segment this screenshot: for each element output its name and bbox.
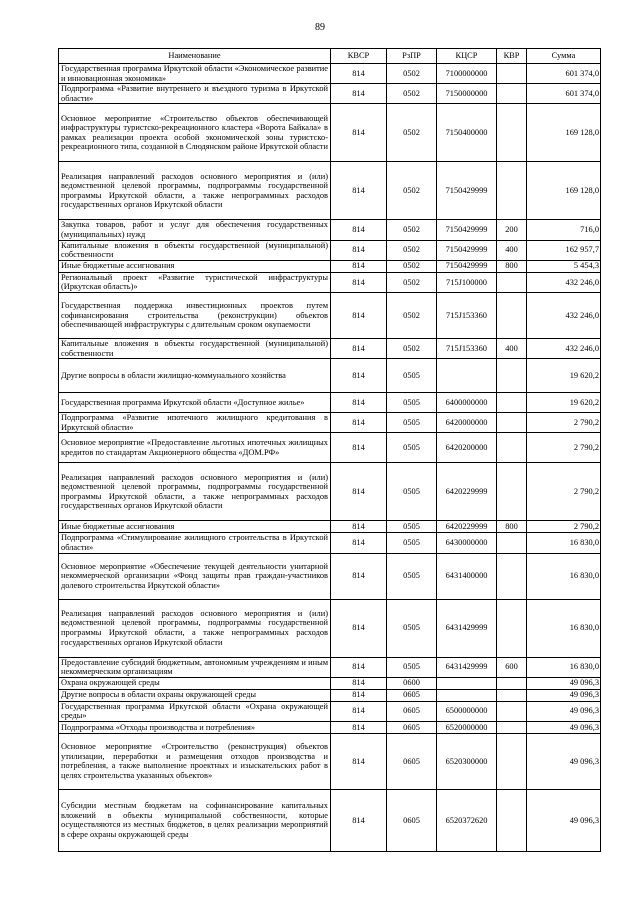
cell-kvsr: 814 <box>331 84 387 104</box>
cell-kvsr: 814 <box>331 104 387 162</box>
cell-kvr <box>497 689 527 701</box>
table-row <box>59 393 601 413</box>
table-row <box>59 657 601 677</box>
table-row <box>59 292 601 338</box>
cell-kvr <box>497 463 527 521</box>
table-row <box>59 789 601 851</box>
cell-rzpr: 0502 <box>387 84 437 104</box>
cell-kvsr: 814 <box>331 338 387 358</box>
cell-kcsr: 6420229999 <box>437 463 497 521</box>
cell-kvsr: 814 <box>331 553 387 599</box>
cell-name: Основное мероприятие «Строительство (реконструкция) объектов утилизации, переработки и размещения отходов производства и потребления, а также выполнение проектных и изыскательских работ в целях строительства указанных объектов» <box>59 733 331 789</box>
cell-name: Подпрограмма «Развитие внутреннего и въездного туризма в Иркутской области» <box>59 84 331 104</box>
table-row <box>59 64 601 84</box>
cell-name: Иные бюджетные ассигнования <box>59 521 331 533</box>
cell-rzpr: 0605 <box>387 733 437 789</box>
header-kvr: КВР <box>497 49 527 64</box>
cell-kvr <box>497 104 527 162</box>
cell-rzpr: 0505 <box>387 599 437 657</box>
cell-sum: 49 096,3 <box>527 733 601 789</box>
cell-kvsr: 814 <box>331 463 387 521</box>
cell-sum: 19 620,2 <box>527 359 601 393</box>
cell-kvsr: 814 <box>331 657 387 677</box>
cell-rzpr: 0505 <box>387 521 437 533</box>
cell-sum: 16 830,0 <box>527 533 601 553</box>
table-row <box>59 463 601 521</box>
cell-kvsr: 814 <box>331 240 387 260</box>
cell-kvr: 400 <box>497 240 527 260</box>
budget-table <box>58 48 601 852</box>
cell-sum: 432 246,0 <box>527 292 601 338</box>
cell-sum: 432 246,0 <box>527 338 601 358</box>
cell-rzpr: 0505 <box>387 657 437 677</box>
cell-kvr: 600 <box>497 657 527 677</box>
cell-name: Подпрограмма «Развитие ипотечного жилищного кредитования в Иркутской области» <box>59 413 331 433</box>
cell-kcsr: 6420229999 <box>437 521 497 533</box>
cell-name: Иные бюджетные ассигнования <box>59 260 331 272</box>
cell-kvsr: 814 <box>331 521 387 533</box>
table-header-row <box>59 49 601 64</box>
cell-kcsr <box>437 677 497 689</box>
cell-sum: 2 790,2 <box>527 413 601 433</box>
cell-kvsr: 814 <box>331 359 387 393</box>
cell-kvsr: 814 <box>331 260 387 272</box>
page-number: 89 <box>315 22 325 33</box>
cell-rzpr: 0600 <box>387 677 437 689</box>
cell-name: Реализация направлений расходов основного мероприятия и (или) ведомственной целевой программы, подпрограммы государственной программы Иркутской области, а также непрограммных расходов государственных органов Иркутской области <box>59 162 331 220</box>
header-name: Наименование <box>59 49 331 64</box>
table-row <box>59 413 601 433</box>
cell-kcsr: 7150429999 <box>437 260 497 272</box>
cell-kvr <box>497 64 527 84</box>
cell-kcsr: 6520000000 <box>437 721 497 733</box>
cell-kvr: 800 <box>497 260 527 272</box>
cell-kcsr: 6420200000 <box>437 433 497 463</box>
cell-rzpr: 0502 <box>387 260 437 272</box>
cell-sum: 169 128,0 <box>527 162 601 220</box>
cell-kvsr: 814 <box>331 64 387 84</box>
cell-kvr: 400 <box>497 338 527 358</box>
table-row <box>59 84 601 104</box>
table-row <box>59 338 601 358</box>
cell-name: Государственная программа Иркутской области «Экономическое развитие и инновационная экономика» <box>59 64 331 84</box>
header-kcsr: КЦСР <box>437 49 497 64</box>
cell-kcsr: 7150000000 <box>437 84 497 104</box>
table-row <box>59 162 601 220</box>
cell-rzpr: 0502 <box>387 104 437 162</box>
cell-rzpr: 0502 <box>387 220 437 240</box>
cell-kvr <box>497 599 527 657</box>
cell-kvr <box>497 292 527 338</box>
cell-rzpr: 0505 <box>387 553 437 599</box>
cell-sum: 49 096,3 <box>527 701 601 721</box>
cell-kcsr: 6520300000 <box>437 733 497 789</box>
cell-kvsr: 814 <box>331 413 387 433</box>
cell-sum: 601 374,0 <box>527 84 601 104</box>
cell-rzpr: 0605 <box>387 701 437 721</box>
cell-kvsr: 814 <box>331 789 387 851</box>
cell-sum: 5 454,3 <box>527 260 601 272</box>
cell-name: Предоставление субсидий бюджетным, автономным учреждениям и иным некоммерческим организациям <box>59 657 331 677</box>
cell-sum: 16 830,0 <box>527 657 601 677</box>
cell-rzpr: 0502 <box>387 64 437 84</box>
cell-rzpr: 0502 <box>387 272 437 292</box>
cell-kvr <box>497 701 527 721</box>
cell-name: Государственная программа Иркутской области «Доступное жилье» <box>59 393 331 413</box>
header-sum: Сумма <box>527 49 601 64</box>
cell-name: Основное мероприятие «Строительство объектов обеспечивающей инфраструктуры туристско-рекреационного кластера «Ворота Байкала» в рамках реализации проекта особой экономической зоны туристско-рекреационного типа, созданной в Слюдянском районе Иркутской области <box>59 104 331 162</box>
cell-kvr <box>497 677 527 689</box>
cell-kvr <box>497 413 527 433</box>
cell-rzpr: 0605 <box>387 789 437 851</box>
cell-rzpr: 0605 <box>387 689 437 701</box>
table-row <box>59 220 601 240</box>
cell-name: Основное мероприятие «Предоставление льготных ипотечных жилищных кредитов по стандартам Акционерного общества «ДОМ.РФ» <box>59 433 331 463</box>
cell-kcsr <box>437 689 497 701</box>
cell-name: Реализация направлений расходов основного мероприятия и (или) ведомственной целевой программы, подпрограммы государственной программы Иркутской области, а также непрограммных расходов государственных органов Иркутской области <box>59 599 331 657</box>
header-rzpr: РзПР <box>387 49 437 64</box>
cell-sum: 601 374,0 <box>527 64 601 84</box>
cell-kvr <box>497 553 527 599</box>
table-row <box>59 260 601 272</box>
table-row <box>59 359 601 393</box>
cell-sum: 49 096,3 <box>527 789 601 851</box>
cell-sum: 2 790,2 <box>527 433 601 463</box>
table-row <box>59 240 601 260</box>
cell-kvsr: 814 <box>331 162 387 220</box>
cell-kvsr: 814 <box>331 733 387 789</box>
cell-kvr: 800 <box>497 521 527 533</box>
cell-kvr <box>497 162 527 220</box>
cell-kvsr: 814 <box>331 701 387 721</box>
cell-kvr <box>497 84 527 104</box>
cell-sum: 16 830,0 <box>527 599 601 657</box>
cell-sum: 716,0 <box>527 220 601 240</box>
cell-kvr <box>497 721 527 733</box>
cell-sum: 2 790,2 <box>527 463 601 521</box>
cell-name: Охрана окружающей среды <box>59 677 331 689</box>
table-row <box>59 677 601 689</box>
table-row <box>59 689 601 701</box>
cell-rzpr: 0505 <box>387 393 437 413</box>
cell-kcsr: 6430000000 <box>437 533 497 553</box>
cell-rzpr: 0502 <box>387 162 437 220</box>
cell-kcsr: 715J153360 <box>437 338 497 358</box>
cell-kvsr: 814 <box>331 220 387 240</box>
cell-name: Реализация направлений расходов основного мероприятия и (или) ведомственной целевой программы, подпрограммы государственной программы Иркутской области, а также непрограммных расходов государственных органов Иркутской области <box>59 463 331 521</box>
cell-kvr <box>497 359 527 393</box>
cell-kcsr <box>437 359 497 393</box>
cell-sum: 19 620,2 <box>527 393 601 413</box>
cell-rzpr: 0505 <box>387 413 437 433</box>
cell-kvr <box>497 789 527 851</box>
cell-rzpr: 0502 <box>387 240 437 260</box>
table-row <box>59 521 601 533</box>
table-row <box>59 433 601 463</box>
cell-rzpr: 0505 <box>387 433 437 463</box>
cell-kvr <box>497 393 527 413</box>
cell-rzpr: 0502 <box>387 292 437 338</box>
cell-kcsr: 715J153360 <box>437 292 497 338</box>
cell-kvsr: 814 <box>331 721 387 733</box>
cell-kvr <box>497 733 527 789</box>
cell-name: Региональный проект «Развитие туристической инфраструктуры (Иркутская область)» <box>59 272 331 292</box>
cell-kcsr: 715J100000 <box>437 272 497 292</box>
cell-name: Государственная поддержка инвестиционных проектов путем софинансирования строительства (реконструкции) объектов обеспечивающей инфраструктуры с длительным сроком окупаемости <box>59 292 331 338</box>
cell-kcsr: 7150400000 <box>437 104 497 162</box>
cell-sum: 162 957,7 <box>527 240 601 260</box>
cell-name: Подпрограмма «Отходы производства и потребления» <box>59 721 331 733</box>
cell-kvsr: 814 <box>331 677 387 689</box>
cell-kcsr: 7150429999 <box>437 220 497 240</box>
cell-sum: 169 128,0 <box>527 104 601 162</box>
cell-kvsr: 814 <box>331 599 387 657</box>
cell-name: Закупка товаров, работ и услуг для обеспечения государственных (муниципальных) нужд <box>59 220 331 240</box>
cell-name: Капитальные вложения в объекты государственной (муниципальной) собственности <box>59 338 331 358</box>
cell-sum: 49 096,3 <box>527 721 601 733</box>
cell-name: Основное мероприятие «Обеспечение текущей деятельности унитарной некоммерческой организации «Фонд защиты прав граждан-участников долевого строительства Иркутской области» <box>59 553 331 599</box>
cell-kvsr: 814 <box>331 689 387 701</box>
cell-sum: 49 096,3 <box>527 689 601 701</box>
cell-kvsr: 814 <box>331 533 387 553</box>
cell-kvr <box>497 272 527 292</box>
cell-name: Подпрограмма «Стимулирование жилищного строительства в Иркутской области» <box>59 533 331 553</box>
cell-sum: 432 246,0 <box>527 272 601 292</box>
cell-rzpr: 0605 <box>387 721 437 733</box>
cell-rzpr: 0505 <box>387 359 437 393</box>
table-row <box>59 553 601 599</box>
cell-sum: 49 096,3 <box>527 677 601 689</box>
cell-kcsr: 6420000000 <box>437 413 497 433</box>
cell-name: Другие вопросы в области жилищно-коммунального хозяйства <box>59 359 331 393</box>
cell-kvsr: 814 <box>331 292 387 338</box>
cell-sum: 2 790,2 <box>527 521 601 533</box>
cell-name: Другие вопросы в области охраны окружающей среды <box>59 689 331 701</box>
cell-kcsr: 6431429999 <box>437 657 497 677</box>
cell-rzpr: 0502 <box>387 338 437 358</box>
cell-sum: 16 830,0 <box>527 553 601 599</box>
cell-kvsr: 814 <box>331 433 387 463</box>
table-row <box>59 599 601 657</box>
cell-kcsr: 7100000000 <box>437 64 497 84</box>
cell-kvsr: 814 <box>331 393 387 413</box>
table-body <box>59 64 601 852</box>
cell-kvr: 200 <box>497 220 527 240</box>
cell-kcsr: 7150429999 <box>437 240 497 260</box>
cell-rzpr: 0505 <box>387 533 437 553</box>
cell-name: Субсидии местным бюджетам на софинансирование капитальных вложений в объекты муниципальной собственности, которые осуществляются из местных бюджетов, в целях реализации мероприятий в сфере охраны окружающей среды <box>59 789 331 851</box>
cell-kcsr: 6431429999 <box>437 599 497 657</box>
table-row <box>59 533 601 553</box>
cell-kcsr: 6500000000 <box>437 701 497 721</box>
cell-kcsr: 6520372620 <box>437 789 497 851</box>
cell-kvr <box>497 533 527 553</box>
cell-kvsr: 814 <box>331 272 387 292</box>
table-row <box>59 272 601 292</box>
header-kvsr: КВСР <box>331 49 387 64</box>
cell-kcsr: 6431400000 <box>437 553 497 599</box>
cell-rzpr: 0505 <box>387 463 437 521</box>
cell-name: Капитальные вложения в объекты государственной (муниципальной) собственности <box>59 240 331 260</box>
table-row <box>59 721 601 733</box>
table-row <box>59 104 601 162</box>
cell-kvr <box>497 433 527 463</box>
cell-name: Государственная программа Иркутской области «Охрана окружающей среды» <box>59 701 331 721</box>
table-row <box>59 701 601 721</box>
cell-kcsr: 6400000000 <box>437 393 497 413</box>
cell-kcsr: 7150429999 <box>437 162 497 220</box>
table-row <box>59 733 601 789</box>
